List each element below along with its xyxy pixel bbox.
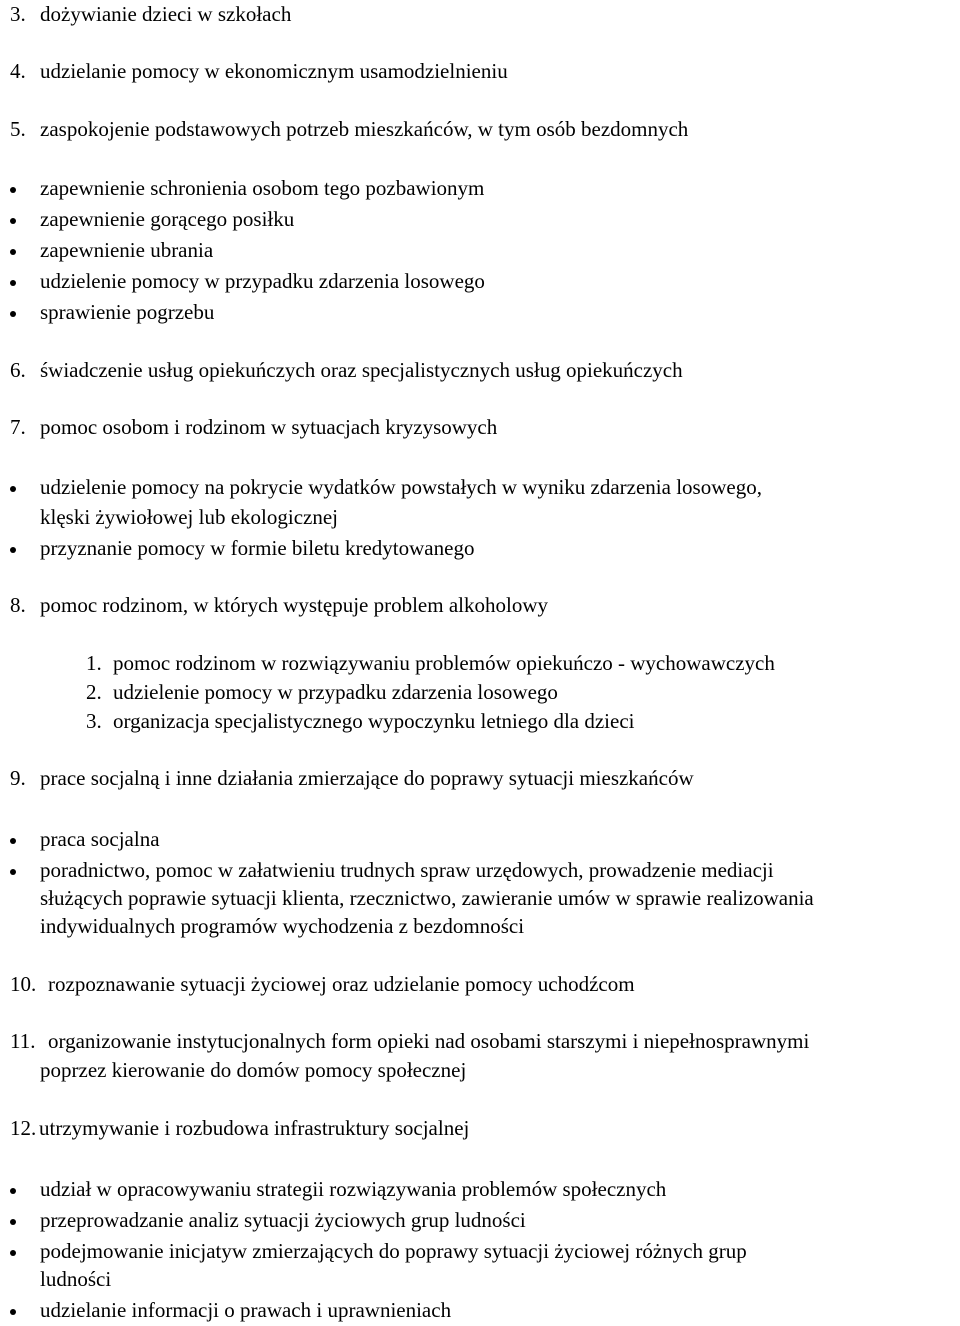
subitem-number: 3. [86,709,102,733]
bullet-item: przeprowadzanie analiz sytuacji życiowych grup ludności [40,1208,526,1232]
section-number: 6. [10,358,26,382]
section-title: udzielanie pomocy w ekonomicznym usamodzielnieniu [40,59,508,83]
bullet-item: sprawienie pogrzebu [40,300,215,324]
bullet-item-continuation: ludności [40,1267,112,1291]
section-title-continuation: poprzez kierowanie do domów pomocy społecznej [40,1058,467,1082]
subitem-number: 2. [86,680,102,704]
bullet-item-continuation: klęski żywiołowej lub ekologicznej [40,505,339,529]
section-title: pomoc osobom i rodzinom w sytuacjach kryzysowych [40,415,498,439]
bullet-item: poradnictwo, pomoc w załatwieniu trudnych spraw urzędowych, prowadzenie mediacji [40,858,774,882]
bullet-item: przyznanie pomocy w formie biletu kredytowanego [40,536,475,560]
bullet-item: zapewnienie ubrania [40,238,214,262]
section-number: 10. [10,972,37,996]
section-number: 11. [10,1029,36,1053]
bullet-marker [10,838,16,844]
section-title: organizowanie instytucjonalnych form opieki nad osobami starszymi i niepełnosprawnymi [48,1029,810,1053]
section-title: rozpoznawanie sytuacji życiowej oraz udzielanie pomocy uchodźcom [48,972,635,996]
bullet-marker [10,1188,16,1194]
section-title: prace socjalną i inne działania zmierzające do poprawy sytuacji mieszkańców [40,766,694,790]
section-number: 9. [10,766,26,790]
bullet-item: zapewnienie gorącego posiłku [40,207,295,231]
bullet-item-continuation: służących poprawie sytuacji klienta, rzecznictwo, zawieranie umów w sprawie realizowania [40,886,814,910]
bullet-item-continuation: indywidualnych programów wychodzenia z bezdomności [40,914,525,938]
bullet-marker [10,1219,16,1225]
bullet-item: praca socjalna [40,827,160,851]
bullet-marker [10,218,16,224]
bullet-item: udział w opracowywaniu strategii rozwiązywania problemów społecznych [40,1177,667,1201]
bullet-marker [10,869,16,875]
bullet-item: udzielenie pomocy w przypadku zdarzenia losowego [40,269,485,293]
subitem-text: organizacja specjalistycznego wypoczynku letniego dla dzieci [113,709,635,733]
bullet-item: udzielanie informacji o prawach i uprawnieniach [40,1298,452,1322]
bullet-marker [10,249,16,255]
bullet-marker [10,547,16,553]
subitem-text: udzielenie pomocy w przypadku zdarzenia losowego [113,680,558,704]
section-number: 5. [10,117,26,141]
bullet-marker [10,1309,16,1315]
bullet-marker [10,280,16,286]
section-number: 7. [10,415,26,439]
section-number: 3. [10,2,26,26]
section-title: pomoc rodzinom, w których występuje problem alkoholowy [40,593,548,617]
bullet-item: zapewnienie schronienia osobom tego pozbawionym [40,176,485,200]
bullet-marker [10,311,16,317]
section-title: utrzymywanie i rozbudowa infrastruktury socjalnej [39,1116,470,1140]
section-number: 4. [10,59,26,83]
section-title: dożywianie dzieci w szkołach [40,2,292,26]
bullet-item: podejmowanie inicjatyw zmierzających do poprawy sytuacji życiowej różnych grup [40,1239,747,1263]
bullet-marker [10,486,16,492]
section-number: 12. [10,1116,37,1140]
bullet-marker [10,1250,16,1256]
subitem-text: pomoc rodzinom w rozwiązywaniu problemów opiekuńczo - wychowawczych [113,651,775,675]
bullet-marker [10,187,16,193]
section-title: świadczenie usług opiekuńczych oraz specjalistycznych usług opiekuńczych [40,358,683,382]
section-number: 8. [10,593,26,617]
subitem-number: 1. [86,651,102,675]
section-title: zaspokojenie podstawowych potrzeb mieszkańców, w tym osób bezdomnych [40,117,689,141]
bullet-item: udzielenie pomocy na pokrycie wydatków powstałych w wyniku zdarzenia losowego, [40,475,762,499]
